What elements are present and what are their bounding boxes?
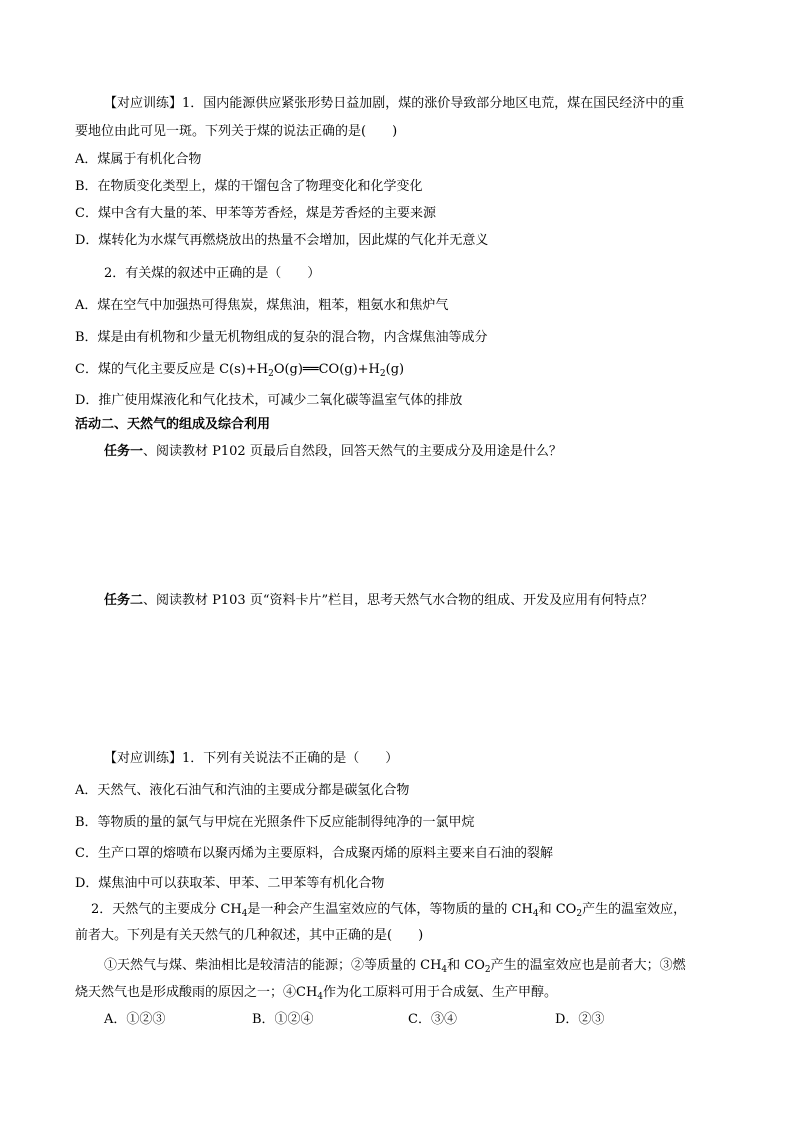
s2-q2-l3-c: 产生的温室效应也是前者大；③燃: [490, 958, 686, 973]
s1-q1-option-c: C．煤中含有大量的苯、甲苯等芳香烃，煤是芳香烃的主要来源: [75, 206, 436, 221]
s2-q2-l3-a: ①天然气与煤、柴油相比是较清洁的能源；②等质量的 CH: [104, 958, 442, 973]
s1-q2-c-prefix: C．煤的气化主要反应是 C(s)+H: [75, 362, 269, 377]
task1-text: 、阅读教材 P102 页最后自然段，回答天然气的主要成分及用途是什么？: [143, 444, 562, 459]
task1-label: 任务一: [104, 444, 144, 459]
s1-q2-option-c: [75, 361, 404, 379]
s1-q2-c-mid: O(g)══CO(g)+H: [273, 362, 380, 377]
s2-q2-choice-a: A．①②③: [104, 1012, 166, 1027]
activity2-task1: [104, 443, 562, 461]
s1-q2-c-suffix: (g): [385, 362, 405, 377]
s2-q2-l3-sub1: 4: [441, 965, 448, 975]
s2-q2-l1-sub2: 4: [532, 909, 539, 919]
s1-q1-option-d: D．煤转化为水煤气再燃烧放出的热量不会增加，因此煤的气化并无意义: [75, 233, 489, 248]
s1-q2-c-sub1: 2: [268, 369, 274, 379]
task2-text: 、阅读教材 P103 页“资料卡片”栏目，思考天然气水合物的组成、开发及应用有何特点？: [143, 593, 654, 608]
s2-q2-l4-b: 作为化工原料可用于合成氨、生产甲醇。: [323, 985, 558, 1000]
s2-q2-l1-sub1: 4: [241, 909, 248, 919]
s2-q2-choice-c: C．③④: [408, 1012, 457, 1027]
s1-q1-intro-line1: 【对应训练】1．国内能源供应紧张形势日益加剧，煤的涨价导致部分地区电荒，煤在国民经济中的重: [104, 96, 685, 111]
s1-q1-intro-line2: 要地位由此可见一斑。下列关于煤的说法正确的是( ): [75, 124, 398, 139]
s2-q2-l4-sub1: 4: [317, 992, 324, 1002]
s2-q1-stem: 【对应训练】1．下列有关说法不正确的是（ ）: [104, 751, 399, 766]
s2-q2-l3-b: 和 CO: [447, 958, 485, 973]
s2-q1-option-a: A．天然气、液化石油气和汽油的主要成分都是碳氢化合物: [75, 783, 410, 798]
s2-q2-line2: 前者大。下列是有关天然气的几种叙述，其中正确的是( ): [75, 928, 424, 943]
s1-q2-option-b: B．煤是由有机物和少量无机物组成的复杂的混合物，内含煤焦油等成分: [75, 330, 488, 345]
s2-q2-line3: [104, 957, 686, 975]
s2-q2-l1-c: 和 CO: [538, 902, 577, 917]
s2-q2-line1: [91, 901, 686, 919]
s2-q1-option-d: D．煤焦油中可以获取苯、甲苯、二甲苯等有机化合物: [75, 876, 385, 891]
s1-q1-option-a: A．煤属于有机化合物: [75, 152, 202, 167]
s2-q2-l1-d: 产生的温室效应，: [582, 902, 687, 917]
s2-q1-option-c: C．生产口罩的熔喷布以聚丙烯为主要原料，合成聚丙烯的原料主要来自石油的裂解: [75, 846, 553, 861]
activity2-task2: [104, 592, 653, 610]
s2-q2-l1-a: 2．天然气的主要成分 CH: [91, 902, 242, 917]
s2-q2-choice-b: B．①②④: [252, 1012, 314, 1027]
activity2-title: 活动二、天然气的组成及综合利用: [75, 417, 271, 432]
s2-q2-l1-b: 是一种会产生温室效应的气体，等物质的量的 CH: [247, 902, 533, 917]
s1-q2-option-a: A．煤在空气中加强热可得焦炭，煤焦油，粗苯，粗氨水和焦炉气: [75, 298, 449, 313]
s1-q1-option-b: B．在物质变化类型上，煤的干馏包含了物理变化和化学变化: [75, 179, 423, 194]
s2-q2-line4: [75, 984, 557, 1002]
s2-q2-choice-d: D．②③: [555, 1012, 605, 1027]
s2-q2-l1-sub3: 2: [576, 909, 583, 919]
s2-q2-l4-a: 烧天然气也是形成酸雨的原因之一；④CH: [75, 985, 318, 1000]
s2-q1-option-b: B．等物质的量的氯气与甲烷在光照条件下反应能制得纯净的一氯甲烷: [75, 815, 475, 830]
s1-q2-option-d: D．推广使用煤液化和气化技术，可减少二氧化碳等温室气体的排放: [75, 393, 463, 408]
s1-q2-stem: 2．有关煤的叙述中正确的是（ ）: [104, 266, 321, 281]
s1-q2-c-sub2: 2: [379, 369, 386, 379]
task2-label: 任务二: [104, 593, 144, 608]
s2-q2-l3-sub2: 2: [484, 965, 491, 975]
